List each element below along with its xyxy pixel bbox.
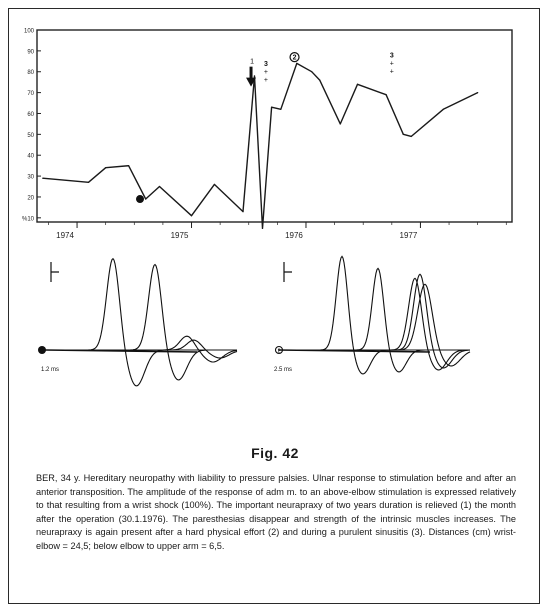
stim-marker (38, 346, 46, 354)
chart-series (42, 60, 478, 229)
marker-label: 1 (250, 58, 254, 66)
left-trace-panel (38, 259, 237, 386)
y-tick-label: 70 (27, 91, 34, 98)
data-point (254, 75, 255, 76)
filled-circle-marker (136, 195, 144, 203)
marker-label: 3 (389, 52, 394, 60)
data-point (319, 79, 320, 80)
data-point (262, 228, 263, 229)
data-point (443, 109, 444, 110)
plus-mark: + (263, 76, 268, 84)
data-point (340, 123, 341, 124)
calibration-mark (51, 262, 59, 282)
data-point (411, 136, 412, 137)
y-tick-label: 20 (27, 195, 34, 202)
figure-caption: BER, 34 y. Hereditary neuropathy with liability to pressure palsies. Ulnar response to stimulation before and after an anterior transposition. The amplitude of the response of adm m. to an above-elbow stimulation is expressed relatively to that resulting from a wrist shock (100%). The important neurapraxy of two years duration is relieved (1) the month after the operation (30.1.1976). The paresthesias disappear and strength of the intrinsic muscles increases. The neurapraxy is again present after a hard physical effort (2) and during a purulent sinusitis (3). Distances (cm) wrist-elbow = 24,5; below elbow to upper arm = 6,5. (36, 473, 516, 551)
data-point (296, 63, 297, 64)
plus-mark: + (389, 60, 394, 68)
data-point (271, 107, 272, 108)
y-tick-label: %10 (21, 216, 34, 223)
trace-scale-label: 1.2 ms (41, 367, 60, 373)
stim-marker-label: 2 (277, 348, 281, 355)
data-point (403, 134, 404, 135)
data-point (311, 71, 312, 72)
emg-trace (47, 265, 237, 380)
data-point (280, 109, 281, 110)
figure-label: Fig. 42 (251, 445, 299, 461)
data-point (128, 165, 129, 166)
marker-label: 2 (292, 54, 297, 62)
data-point (477, 92, 478, 93)
data-point (105, 167, 106, 168)
x-tick-label: 1977 (399, 231, 418, 240)
amplitude-line (43, 60, 478, 228)
data-point (214, 184, 215, 185)
data-point (191, 215, 192, 216)
y-tick-label: 30 (27, 174, 34, 181)
y-tick-label: 100 (23, 28, 34, 35)
plot-border (37, 30, 512, 222)
trace-scale-label: 2.5 ms (274, 367, 293, 373)
data-point (242, 211, 243, 212)
plus-mark: + (389, 68, 394, 76)
data-point (159, 186, 160, 187)
data-point (42, 178, 43, 179)
data-point (88, 182, 89, 183)
x-tick-label: 1974 (56, 231, 74, 240)
x-tick-label: 1975 (170, 231, 189, 240)
chart-axes (37, 30, 512, 222)
y-tick-label: 60 (27, 111, 34, 118)
y-tick-label: 40 (27, 153, 34, 160)
y-tick-label: 90 (27, 49, 34, 56)
emg-trace (47, 340, 237, 358)
data-point (357, 84, 358, 85)
calibration-mark (284, 262, 292, 282)
data-point (385, 94, 386, 95)
y-tick-label: 50 (27, 132, 34, 139)
emg-trace (280, 284, 470, 366)
emg-trace (47, 259, 237, 386)
x-tick-label: 1976 (285, 231, 303, 240)
plus-mark: + (263, 68, 268, 76)
chart-markers (136, 53, 394, 203)
marker-label: 3 (263, 60, 268, 68)
right-trace-panel (274, 256, 470, 374)
y-tick-label: 80 (27, 70, 34, 77)
data-point (145, 198, 146, 199)
